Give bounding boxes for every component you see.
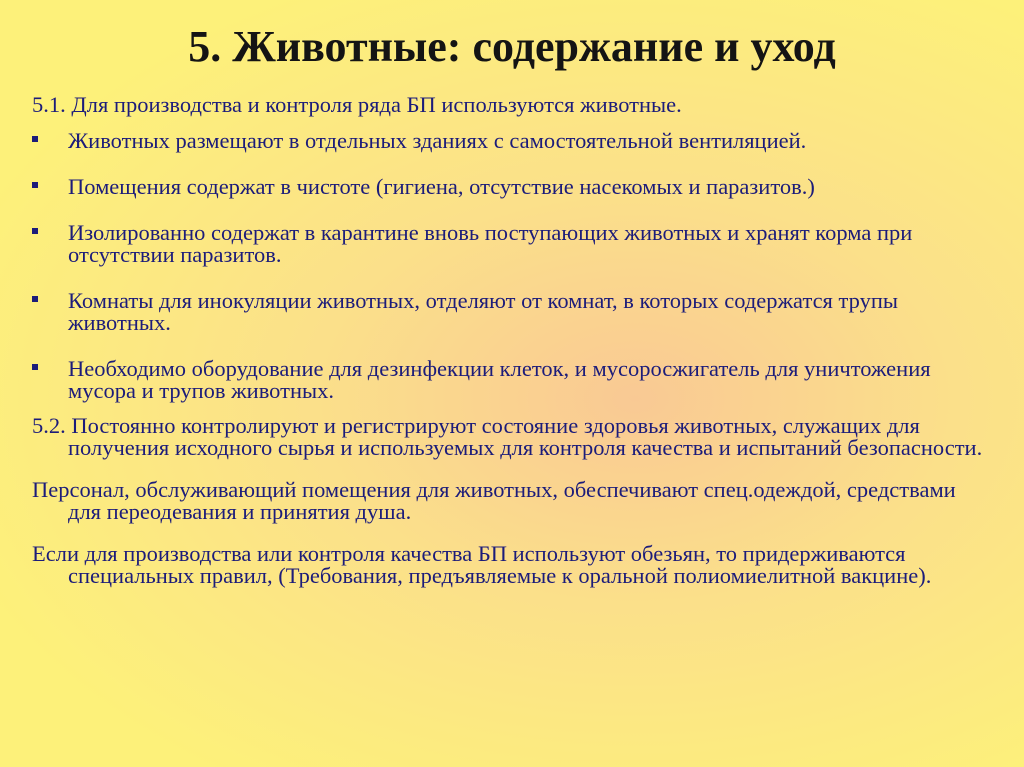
bullet-text: Изолированно содержат в карантине вновь поступающих животных и хранят корма при отсутствии паразитов. xyxy=(68,220,913,267)
bullet-text: Помещения содержат в чистоте (гигиена, отсутствие насекомых и паразитов.) xyxy=(68,174,815,199)
bullet-text: Необходимо оборудование для дезинфекции клеток, и мусоросжигатель для уничтожения мусора и трупов животных. xyxy=(68,356,931,403)
bullet-item xyxy=(32,222,992,266)
square-bullet-icon xyxy=(32,182,38,188)
bullet-item xyxy=(32,358,992,402)
square-bullet-icon xyxy=(32,364,38,370)
intro-paragraph: 5.1. Для производства и контроля ряда БП используются животные. xyxy=(32,92,682,117)
bullet-item xyxy=(32,130,992,152)
square-bullet-icon xyxy=(32,296,38,302)
slide-title: 5. Животные: содержание и уход xyxy=(188,22,836,71)
paragraph-health-monitoring: 5.2. Постоянно контролируют и регистрируют состояние здоровья животных, служащих для получения исходного сырья и используемых для контроля качества и испытаний безопасности. xyxy=(32,413,983,460)
bullet-list xyxy=(32,130,992,402)
bullet-text: Животных размещают в отдельных зданиях с самостоятельной вентиляцией. xyxy=(68,128,807,153)
square-bullet-icon xyxy=(32,228,38,234)
bullet-item xyxy=(32,176,992,198)
bullet-text: Комнаты для инокуляции животных, отделяют от комнат, в которых содержатся трупы животных. xyxy=(68,288,898,335)
bullet-item xyxy=(32,290,992,334)
paragraph-personnel: Персонал, обслуживающий помещения для животных, обеспечивают спец.одеждой, средствами для переодевания и принятия душа. xyxy=(32,477,956,524)
slide-content xyxy=(32,94,992,607)
square-bullet-icon xyxy=(32,136,38,142)
paragraph-monkeys: Если для производства или контроля качества БП используют обезьян, то придерживаются специальных правил, (Требования, предъявляемые к оральной полиомиелитной вакцине). xyxy=(32,541,932,588)
